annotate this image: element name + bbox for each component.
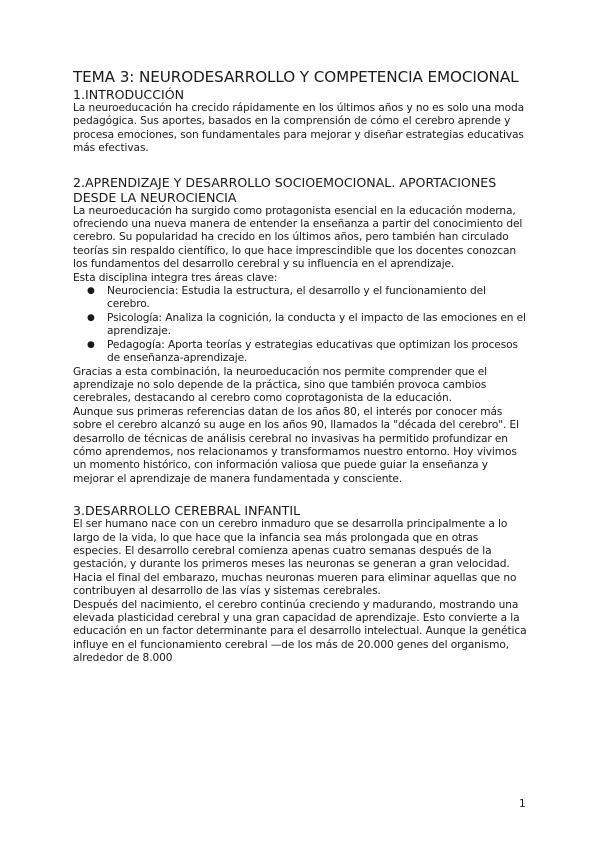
paragraph: La neuroeducación ha crecido rápidamente en los últimos años y no es solo una moda pedagógica. Sus aportes, basados en la comprensión de cómo el cerebro aprende y procesa emociones, son fundamentales para mejorar y diseñar estrategias educativas más efectivas. [73,102,525,155]
paragraph: La neuroeducación ha surgido como protagonista esencial en la educación moderna, ofreciendo una nueva manera de entender la enseñanza a partir del conocimiento del cerebro. Su popularidad ha crecido en los últimos años, pero también han circulado teorías sin respaldo científico, lo que hace imprescindible que los docentes conozcan los fundamentos del desarrollo cerebral y su influencia en el aprendizaje. [73,204,523,271]
paragraph: El ser humano nace con un cerebro inmaduro que se desarrolla principalmente a lo largo de la vida, lo que hace que la infancia sea más prolongada que en otras especies. El desarrollo cerebral comienza apenas cuatro semanas después de la gestación, y durante los primeros meses las neuronas se generan a gran velocidad. Hacia el final del embarazo, muchas neuronas mueren para eliminar aquellas que no contribuyen al desarrollo de las vías y sistemas cerebrales. [73,518,517,598]
section-heading: 3.DESARROLLO CEREBRAL INFANTIL [73,503,301,519]
list-item-text: Neurociencia: Estudia la estructura, el desarrollo y el funcionamiento del cerebro. [107,285,486,311]
list-item-text: Psicología: Analiza la cognición, la conducta y el impacto de las emociones en el aprendizaje. [107,311,526,338]
bullet-icon: ● [87,286,95,297]
list-item-text: Pedagogía: Aporta teorías y estrategias educativas que optimizan los procesos de enseñanza-aprendizaje. [107,338,518,365]
paragraph: Después del nacimiento, el cerebro continúa creciendo y madurando, mostrando una elevada plasticidad cerebral y una gran capacidad de aprendizaje. Esto convierte a la educación en un factor determinante para el desarrollo intelectual. Aunque la genética influye en el funcionamiento cerebral —de los más de 20.000 genes del organismo, alrededor de 8.000 [73,598,527,665]
section-heading: 2.APRENDIZAJE Y DESARROLLO SOCIOEMOCIONAL. APORTACIONES DESDE LA NEUROCIENCIA [73,174,497,205]
document-title: TEMA 3: NEURODESARROLLO Y COMPETENCIA EMOCIONAL [73,68,519,86]
list-intro: Esta disciplina integra tres áreas clave: [73,271,278,284]
section-aprendizaje [73,175,530,487]
bullet-list [73,285,530,365]
section-desarrollo-cerebral [73,503,530,665]
paragraph: Aunque sus primeras referencias datan de los años 80, el interés por conocer más sobre el cerebro alcanzó su auge en los años 90, llamados la "década del cerebro". El desarrollo de técnicas de análisis cerebral no invasivas ha permitido profundizar en cómo aprendemos, nos relacionamos y transformamos nuestro entorno. Hoy vivimos un momento histórico, con información valiosa que puede guiar la enseñanza y mejorar el aprendizaje de manera fundamentada y consciente. [73,405,519,485]
list-item [87,338,530,366]
paragraph: Gracias a esta combinación, la neuroeducación nos permite comprender que el aprendizaje no solo depende de la práctica, sino que también provoca cambios cerebrales, destacando al cerebro como coprotagonista de la educación. [73,365,488,405]
bullet-icon: ● [87,312,95,323]
list-item [87,285,530,312]
list-item [87,311,530,339]
bullet-icon: ● [87,339,95,350]
section-heading: 1.INTRODUCCIÓN [73,87,185,102]
section-introduccion [73,87,530,156]
page-number: 1 [519,798,526,810]
